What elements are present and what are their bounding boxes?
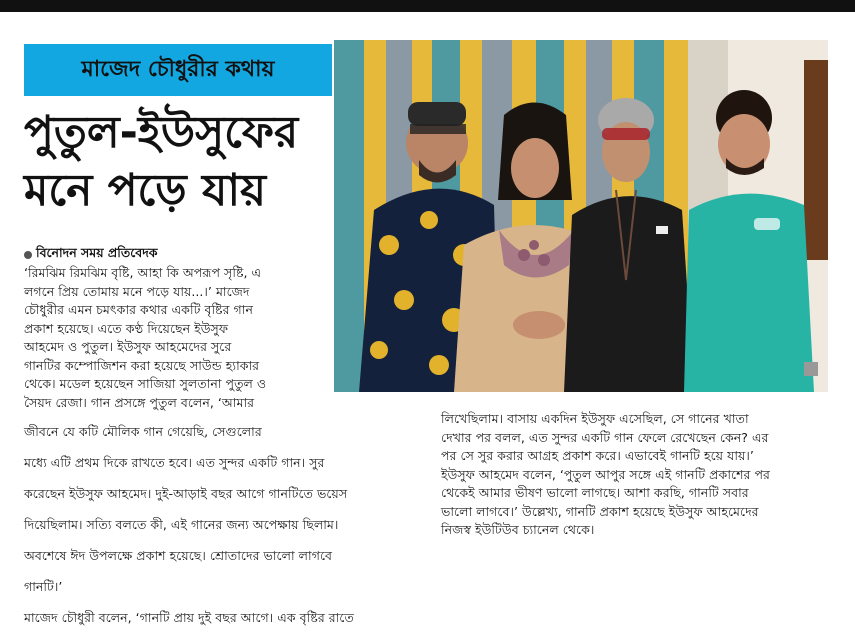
article-column-wide bbox=[24, 410, 434, 640]
text-line: দেখার পর বলল, এত সুন্দর একটি গান ফেলে রেখেছেন কেন? এর bbox=[441, 429, 769, 445]
text-line: মাজেদ চৌধুরী বলেন, ‘গানটি প্রায় দুই বছর আগে। এক বৃষ্টির রাতে bbox=[24, 610, 354, 626]
group-photo bbox=[334, 40, 828, 392]
text-line: লিখেছিলাম। বাসায় একদিন ইউসুফ এসেছিল, সে গানের খাতা bbox=[441, 411, 749, 426]
text-line: দিয়েছিলাম। সত্যি বলতে কী, এই গানের জন্য অপেক্ষায় ছিলাম। bbox=[24, 516, 339, 532]
text-line: নিজস্ব ইউটিউব চ্যানেল থেকে। bbox=[441, 522, 595, 537]
text-line: ইউসুফ আহমেদ বলেন, ‘পুতুল আপুর সঙ্গে এই গানটি প্রকাশের পর bbox=[441, 466, 770, 482]
headline-line-2: মনে পড়ে যায় bbox=[24, 165, 266, 216]
text-line: থেকে। মডেল হয়েছেন সাজিয়া সুলতানা পুতুল ও bbox=[24, 376, 267, 391]
text-line: মধ্যে এটি প্রথম দিকে রাখতে হবে। এত সুন্দর একটি গান। সুর bbox=[24, 454, 325, 470]
text-line: লগনে প্রিয় তোমায় মনে পড়ে যায়...।’ মাজেদ bbox=[24, 283, 250, 299]
section-banner: মাজেদ চৌধুরীর কথায় bbox=[24, 44, 332, 96]
article-column-3 bbox=[441, 410, 831, 540]
text-line: সৈয়দ রেজা। গান প্রসঙ্গে পুতুল বলেন, ‘আমার bbox=[24, 394, 255, 410]
article-column-1 bbox=[24, 264, 324, 412]
text-line: করেছেন ইউসুফ আহমেদ। দুই-আড়াই বছর আগে গানটিতে ভয়েস bbox=[24, 485, 348, 501]
headline bbox=[24, 104, 324, 220]
byline bbox=[24, 245, 158, 265]
text-line: থেকেই আমার ভীষণ ভালো লাগছে। আশা করছি, গানটি সবার bbox=[441, 485, 749, 500]
text-line: অবশেষে ঈদ উপলক্ষে প্রকাশ হয়েছে। শ্রোতাদের ভালো লাগবে bbox=[24, 547, 333, 563]
byline-text: বিনোদন সময় প্রতিবেদক bbox=[36, 245, 158, 260]
headline-line-1: পুতুল-ইউসুফের bbox=[24, 107, 299, 158]
text-line: প্রকাশ হয়েছে। এতে কণ্ঠ দিয়েছেন ইউসুফ bbox=[24, 320, 229, 336]
text-line: ভালো লাগবে।’ উল্লেখ্য, গানটি প্রকাশ হয়েছে ইউসুফ আহমেদের bbox=[441, 503, 759, 519]
text-line: চৌধুরীর এমন চমৎকার কথার একটি বৃষ্টির গান bbox=[24, 302, 253, 317]
text-line: গানটির কম্পোজিশন করা হয়েছে সাউন্ড হ্যাকার bbox=[24, 357, 260, 373]
top-rule bbox=[0, 0, 855, 12]
text-line: আহমেদ ও পুতুল। ইউসুফ আহমেদের সুরে bbox=[24, 339, 232, 354]
group-photo-illustration bbox=[334, 40, 828, 392]
text-line: পর সে সুর করার আগ্রহ প্রকাশ করে। এভাবেই গানটি হয়ে যায়।’ bbox=[441, 448, 754, 463]
text-line: জীবনে যে কটি মৌলিক গান গেয়েছি, সেগুলোর bbox=[24, 423, 262, 439]
text-line: গানটি।’ bbox=[24, 579, 63, 595]
bullet-icon bbox=[24, 251, 32, 259]
text-line: ‘রিমঝিম রিমঝিম বৃষ্টি, আহা কি অপরূপ সৃষ্টি, এ bbox=[24, 265, 262, 280]
